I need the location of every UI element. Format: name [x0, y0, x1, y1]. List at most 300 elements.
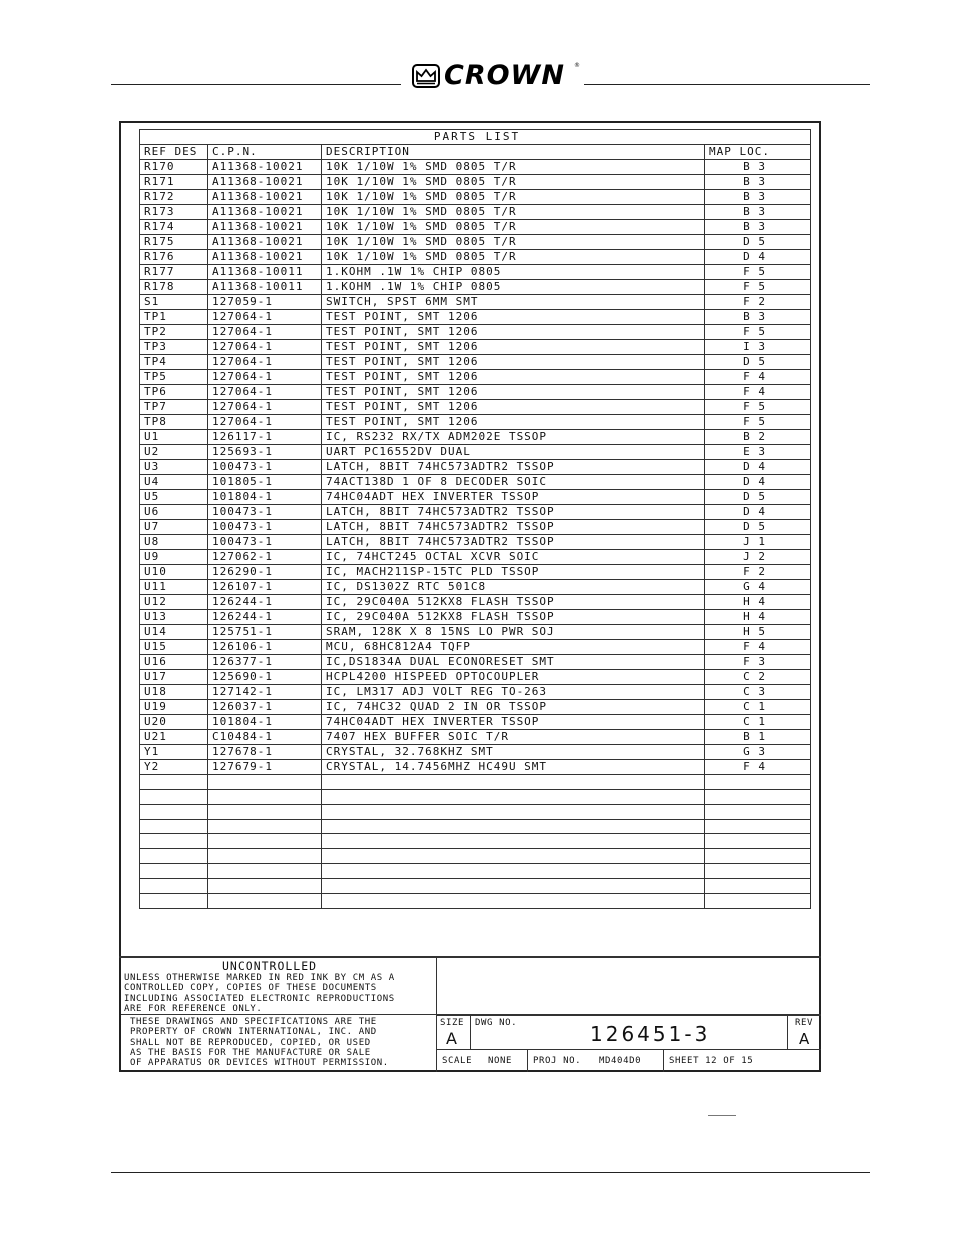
cpn-cell: A11368-10011: [208, 280, 322, 295]
table-row: [140, 730, 811, 745]
ref-des-cell: U10: [140, 565, 208, 580]
table-row: [140, 370, 811, 385]
cpn-cell: 125693-1: [208, 445, 322, 460]
cpn-cell: 127064-1: [208, 340, 322, 355]
map-loc-cell: C 1: [705, 715, 811, 730]
description-cell: IC, RS232 RX/TX ADM202E TSSOP: [322, 430, 705, 445]
table-row: [140, 325, 811, 340]
notice-line: AS THE BASIS FOR THE MANUFACTURE OR SALE: [130, 1047, 371, 1058]
map-loc-cell: F 5: [705, 415, 811, 430]
table-row: [140, 355, 811, 370]
table-row: [140, 175, 811, 190]
map-loc-cell: F 4: [705, 385, 811, 400]
map-loc-cell: D 4: [705, 505, 811, 520]
cpn-cell: 127064-1: [208, 385, 322, 400]
title-block-mid-rule: [436, 1049, 821, 1050]
description-cell: IC, 74HCT245 OCTAL XCVR SOIC: [322, 550, 705, 565]
ref-des-cell: U1: [140, 430, 208, 445]
notice-line: CONTROLLED COPY, COPIES OF THESE DOCUMENTS: [124, 983, 377, 994]
table-row: [140, 415, 811, 430]
description-cell: TEST POINT, SMT 1206: [322, 325, 705, 340]
ref-des-cell: U18: [140, 685, 208, 700]
description-cell: 10K 1/10W 1% SMD 0805 T/R: [322, 250, 705, 265]
description-cell: 10K 1/10W 1% SMD 0805 T/R: [322, 235, 705, 250]
map-loc-cell: J 1: [705, 535, 811, 550]
description-cell: IC, MACH211SP-15TC PLD TSSOP: [322, 565, 705, 580]
description-cell: TEST POINT, SMT 1206: [322, 340, 705, 355]
table-row: [140, 160, 811, 175]
description-cell: 10K 1/10W 1% SMD 0805 T/R: [322, 160, 705, 175]
ref-des-cell: TP8: [140, 415, 208, 430]
table-row: [140, 715, 811, 730]
description-cell: [322, 849, 705, 864]
description-cell: CRYSTAL, 14.7456MHZ HC49U SMT: [322, 760, 705, 775]
title-block-divider: [527, 1049, 528, 1072]
table-row: [140, 535, 811, 550]
title-block-divider: [663, 1049, 664, 1072]
crown-logo: [412, 62, 582, 92]
table-row: [140, 670, 811, 685]
cpn-cell: A11368-10021: [208, 160, 322, 175]
scan-mark: [708, 1115, 736, 1116]
table-row: [140, 565, 811, 580]
blank-table-row: [140, 878, 811, 893]
map-loc-cell: J 2: [705, 550, 811, 565]
cpn-cell: 127064-1: [208, 400, 322, 415]
table-row: [140, 655, 811, 670]
description-cell: [322, 775, 705, 790]
map-loc-cell: H 5: [705, 625, 811, 640]
table-row: [140, 460, 811, 475]
ref-des-cell: U11: [140, 580, 208, 595]
map-loc-cell: F 5: [705, 400, 811, 415]
cpn-cell: 100473-1: [208, 535, 322, 550]
cpn-cell: C10484-1: [208, 730, 322, 745]
cpn-cell: A11368-10021: [208, 205, 322, 220]
notice-line: ARE FOR REFERENCE ONLY.: [124, 1003, 263, 1014]
map-loc-cell: D 5: [705, 235, 811, 250]
cpn-cell: A11368-10021: [208, 190, 322, 205]
blank-table-row: [140, 834, 811, 849]
map-loc-cell: F 4: [705, 760, 811, 775]
cpn-cell: A11368-10021: [208, 175, 322, 190]
cpn-cell: 100473-1: [208, 520, 322, 535]
cpn-cell: 127678-1: [208, 745, 322, 760]
cpn-cell: 127059-1: [208, 295, 322, 310]
map-loc-cell: F 4: [705, 640, 811, 655]
title-block-divider: [787, 1015, 788, 1049]
dwg-no-label: DWG NO.: [475, 1018, 518, 1028]
ref-des-cell: U7: [140, 520, 208, 535]
map-loc-cell: [705, 849, 811, 864]
description-cell: LATCH, 8BIT 74HC573ADTR2 TSSOP: [322, 520, 705, 535]
ref-des-cell: U14: [140, 625, 208, 640]
notice-line: OF APPARATUS OR DEVICES WITHOUT PERMISSION.: [130, 1058, 389, 1069]
map-loc-cell: B 2: [705, 430, 811, 445]
map-loc-cell: B 3: [705, 175, 811, 190]
ref-des-cell: U8: [140, 535, 208, 550]
cpn-cell: 101805-1: [208, 475, 322, 490]
cpn-cell: 126117-1: [208, 430, 322, 445]
cpn-cell: 126244-1: [208, 610, 322, 625]
description-cell: [322, 804, 705, 819]
ref-des-cell: R171: [140, 175, 208, 190]
proj-no-label: PROJ NO.: [533, 1056, 582, 1066]
rev-label: REV: [795, 1018, 814, 1028]
description-cell: SWITCH, SPST 6MM SMT: [322, 295, 705, 310]
blank-table-row: [140, 893, 811, 908]
table-row: [140, 625, 811, 640]
table-row: [140, 520, 811, 535]
cpn-cell: 127064-1: [208, 310, 322, 325]
parts-list-title: PARTS LIST: [140, 130, 811, 145]
cpn-cell: [208, 849, 322, 864]
cpn-cell: 127064-1: [208, 415, 322, 430]
description-cell: 1.KOHM .1W 1% CHIP 0805: [322, 265, 705, 280]
blank-table-row: [140, 864, 811, 879]
description-cell: HCPL4200 HISPEED OPTOCOUPLER: [322, 670, 705, 685]
description-cell: [322, 819, 705, 834]
notes-top-rule: [119, 956, 821, 958]
notice-line: INCLUDING ASSOCIATED ELECTRONIC REPRODUCTIONS: [124, 993, 395, 1004]
map-loc-cell: F 4: [705, 370, 811, 385]
table-row: [140, 265, 811, 280]
description-cell: [322, 834, 705, 849]
description-cell: [322, 893, 705, 908]
description-cell: 10K 1/10W 1% SMD 0805 T/R: [322, 175, 705, 190]
cpn-cell: [208, 893, 322, 908]
map-loc-cell: F 2: [705, 295, 811, 310]
cpn-cell: A11368-10021: [208, 220, 322, 235]
ref-des-cell: U20: [140, 715, 208, 730]
map-loc-cell: E 3: [705, 445, 811, 460]
table-row: [140, 235, 811, 250]
cpn-cell: 127064-1: [208, 370, 322, 385]
ref-des-cell: U2: [140, 445, 208, 460]
property-notice: [130, 1017, 389, 1068]
map-loc-cell: B 1: [705, 730, 811, 745]
map-loc-cell: G 3: [705, 745, 811, 760]
ref-des-cell: U17: [140, 670, 208, 685]
ref-des-cell: TP5: [140, 370, 208, 385]
table-row: [140, 595, 811, 610]
uncontrolled-title: UNCONTROLLED: [222, 959, 318, 973]
cpn-cell: 127142-1: [208, 685, 322, 700]
cpn-cell: 127679-1: [208, 760, 322, 775]
description-cell: TEST POINT, SMT 1206: [322, 310, 705, 325]
size-label: SIZE: [440, 1018, 465, 1028]
ref-des-cell: U5: [140, 490, 208, 505]
description-cell: 74HC04ADT HEX INVERTER TSSOP: [322, 715, 705, 730]
map-loc-cell: F 2: [705, 565, 811, 580]
ref-des-cell: [140, 878, 208, 893]
table-row: [140, 310, 811, 325]
ref-des-cell: U16: [140, 655, 208, 670]
table-row: [140, 250, 811, 265]
ref-des-cell: TP6: [140, 385, 208, 400]
cpn-cell: 125751-1: [208, 625, 322, 640]
cpn-cell: [208, 804, 322, 819]
cpn-cell: 126107-1: [208, 580, 322, 595]
cpn-cell: 125690-1: [208, 670, 322, 685]
proj-no-value: MD404D0: [599, 1056, 642, 1066]
description-cell: TEST POINT, SMT 1206: [322, 400, 705, 415]
registered-mark: ®: [574, 62, 580, 69]
table-row: [140, 295, 811, 310]
column-header: REF DES: [140, 145, 208, 160]
map-loc-cell: [705, 789, 811, 804]
sheet-number: [669, 1056, 753, 1066]
title-block-top-rule: [436, 1014, 821, 1016]
ref-des-cell: TP2: [140, 325, 208, 340]
cpn-cell: [208, 834, 322, 849]
map-loc-cell: C 2: [705, 670, 811, 685]
description-cell: 7407 HEX BUFFER SOIC T/R: [322, 730, 705, 745]
rev-value: A: [799, 1030, 810, 1048]
sheet-value: 12: [705, 1056, 718, 1066]
ref-des-cell: TP4: [140, 355, 208, 370]
table-row: [140, 490, 811, 505]
description-cell: IC, DS1302Z RTC 501C8: [322, 580, 705, 595]
cpn-cell: 101804-1: [208, 490, 322, 505]
description-cell: IC,DS1834A DUAL ECONORESET SMT: [322, 655, 705, 670]
ref-des-cell: [140, 819, 208, 834]
table-row: [140, 220, 811, 235]
description-cell: TEST POINT, SMT 1206: [322, 385, 705, 400]
ref-des-cell: TP1: [140, 310, 208, 325]
description-cell: [322, 789, 705, 804]
table-row: [140, 430, 811, 445]
cpn-cell: [208, 819, 322, 834]
header-rule-left: [111, 84, 401, 85]
cpn-cell: 127064-1: [208, 355, 322, 370]
table-row: [140, 445, 811, 460]
table-row: [140, 580, 811, 595]
description-cell: 1.KOHM .1W 1% CHIP 0805: [322, 280, 705, 295]
sheet-label: SHEET: [669, 1056, 700, 1066]
parts-list-table: [139, 129, 811, 909]
table-row: [140, 205, 811, 220]
ref-des-cell: R173: [140, 205, 208, 220]
cpn-cell: A11368-10011: [208, 265, 322, 280]
description-cell: LATCH, 8BIT 74HC573ADTR2 TSSOP: [322, 460, 705, 475]
description-cell: 10K 1/10W 1% SMD 0805 T/R: [322, 220, 705, 235]
ref-des-cell: [140, 834, 208, 849]
table-row: [140, 745, 811, 760]
blank-table-row: [140, 849, 811, 864]
ref-des-cell: U21: [140, 730, 208, 745]
header-rule-right: [584, 84, 870, 85]
description-cell: TEST POINT, SMT 1206: [322, 370, 705, 385]
cpn-cell: 127064-1: [208, 325, 322, 340]
map-loc-cell: H 4: [705, 595, 811, 610]
ref-des-cell: Y1: [140, 745, 208, 760]
map-loc-cell: D 4: [705, 475, 811, 490]
map-loc-cell: [705, 878, 811, 893]
ref-des-cell: U19: [140, 700, 208, 715]
blank-table-row: [140, 775, 811, 790]
map-loc-cell: F 3: [705, 655, 811, 670]
description-cell: MCU, 68HC812A4 TQFP: [322, 640, 705, 655]
map-loc-cell: [705, 804, 811, 819]
ref-des-cell: U9: [140, 550, 208, 565]
map-loc-cell: [705, 893, 811, 908]
map-loc-cell: H 4: [705, 610, 811, 625]
ref-des-cell: U13: [140, 610, 208, 625]
description-cell: IC, LM317 ADJ VOLT REG TO-263: [322, 685, 705, 700]
table-row: [140, 640, 811, 655]
map-loc-cell: I 3: [705, 340, 811, 355]
uncontrolled-notice: [124, 960, 395, 1014]
cpn-cell: [208, 789, 322, 804]
description-cell: [322, 864, 705, 879]
ref-des-cell: R176: [140, 250, 208, 265]
table-row: [140, 505, 811, 520]
table-row: [140, 340, 811, 355]
table-row: [140, 700, 811, 715]
scale-label: SCALE: [442, 1056, 473, 1066]
scale-value: NONE: [488, 1056, 513, 1066]
blank-table-row: [140, 819, 811, 834]
ref-des-cell: R177: [140, 265, 208, 280]
cpn-cell: 126037-1: [208, 700, 322, 715]
map-loc-cell: D 5: [705, 490, 811, 505]
map-loc-cell: D 4: [705, 460, 811, 475]
ref-des-cell: U15: [140, 640, 208, 655]
description-cell: 10K 1/10W 1% SMD 0805 T/R: [322, 190, 705, 205]
table-row: [140, 280, 811, 295]
map-loc-cell: D 4: [705, 250, 811, 265]
ref-des-cell: R175: [140, 235, 208, 250]
description-cell: CRYSTAL, 32.768KHZ SMT: [322, 745, 705, 760]
description-cell: TEST POINT, SMT 1206: [322, 415, 705, 430]
cpn-cell: 100473-1: [208, 460, 322, 475]
ref-des-cell: U3: [140, 460, 208, 475]
ref-des-cell: U12: [140, 595, 208, 610]
cpn-cell: 127062-1: [208, 550, 322, 565]
ref-des-cell: TP7: [140, 400, 208, 415]
map-loc-cell: B 3: [705, 220, 811, 235]
description-cell: SRAM, 128K X 8 15NS LO PWR SOJ: [322, 625, 705, 640]
ref-des-cell: [140, 864, 208, 879]
ref-des-cell: S1: [140, 295, 208, 310]
description-cell: IC, 74HC32 QUAD 2 IN OR TSSOP: [322, 700, 705, 715]
notice-line: SHALL NOT BE REPRODUCED, COPIED, OR USED: [130, 1037, 371, 1048]
cpn-cell: 101804-1: [208, 715, 322, 730]
description-cell: UART PC16552DV DUAL: [322, 445, 705, 460]
cpn-cell: A11368-10021: [208, 235, 322, 250]
cpn-cell: 126106-1: [208, 640, 322, 655]
sheet-total: 15: [741, 1056, 754, 1066]
description-cell: [322, 878, 705, 893]
map-loc-cell: F 5: [705, 265, 811, 280]
footer-rule: [111, 1172, 870, 1173]
notice-line: PROPERTY OF CROWN INTERNATIONAL, INC. AND: [130, 1027, 377, 1038]
description-cell: IC, 29C040A 512KX8 FLASH TSSOP: [322, 595, 705, 610]
ref-des-cell: U4: [140, 475, 208, 490]
map-loc-cell: B 3: [705, 160, 811, 175]
map-loc-cell: B 3: [705, 190, 811, 205]
description-cell: 74HC04ADT HEX INVERTER TSSOP: [322, 490, 705, 505]
map-loc-cell: F 5: [705, 325, 811, 340]
table-row: [140, 760, 811, 775]
ref-des-cell: [140, 789, 208, 804]
notice-line: UNLESS OTHERWISE MARKED IN RED INK BY CM AS A: [124, 973, 395, 983]
blank-table-row: [140, 804, 811, 819]
table-row: [140, 400, 811, 415]
map-loc-cell: G 4: [705, 580, 811, 595]
column-header: C.P.N.: [208, 145, 322, 160]
map-loc-cell: [705, 864, 811, 879]
title-block-divider: [470, 1015, 471, 1049]
map-loc-cell: C 3: [705, 685, 811, 700]
map-loc-cell: C 1: [705, 700, 811, 715]
cpn-cell: [208, 878, 322, 893]
blank-table-row: [140, 789, 811, 804]
table-row: [140, 475, 811, 490]
table-row: [140, 685, 811, 700]
cpn-cell: 100473-1: [208, 505, 322, 520]
cpn-cell: 126377-1: [208, 655, 322, 670]
map-loc-cell: [705, 834, 811, 849]
ref-des-cell: R174: [140, 220, 208, 235]
size-value: A: [446, 1029, 457, 1048]
column-header: MAP LOC.: [705, 145, 811, 160]
ref-des-cell: [140, 893, 208, 908]
description-cell: IC, 29C040A 512KX8 FLASH TSSOP: [322, 610, 705, 625]
cpn-cell: 126244-1: [208, 595, 322, 610]
ref-des-cell: R172: [140, 190, 208, 205]
dwg-no-value: 126451-3: [590, 1022, 711, 1046]
cpn-cell: [208, 864, 322, 879]
description-cell: TEST POINT, SMT 1206: [322, 355, 705, 370]
map-loc-cell: B 3: [705, 205, 811, 220]
ref-des-cell: U6: [140, 505, 208, 520]
description-cell: 74ACT138D 1 OF 8 DECODER SOIC: [322, 475, 705, 490]
table-row: [140, 610, 811, 625]
map-loc-cell: F 5: [705, 280, 811, 295]
ref-des-cell: [140, 804, 208, 819]
notice-line: THESE DRAWINGS AND SPECIFICATIONS ARE THE: [130, 1017, 377, 1027]
ref-des-cell: [140, 775, 208, 790]
map-loc-cell: D 5: [705, 520, 811, 535]
table-row: [140, 190, 811, 205]
map-loc-cell: [705, 819, 811, 834]
ref-des-cell: [140, 849, 208, 864]
description-cell: LATCH, 8BIT 74HC573ADTR2 TSSOP: [322, 505, 705, 520]
table-row: [140, 550, 811, 565]
cpn-cell: A11368-10021: [208, 250, 322, 265]
description-cell: LATCH, 8BIT 74HC573ADTR2 TSSOP: [322, 535, 705, 550]
sheet-of: OF: [723, 1056, 736, 1066]
map-loc-cell: D 5: [705, 355, 811, 370]
parts-list-title-row: [140, 130, 811, 145]
column-header: DESCRIPTION: [322, 145, 705, 160]
parts-list-header-row: [140, 145, 811, 160]
cpn-cell: [208, 775, 322, 790]
map-loc-cell: [705, 775, 811, 790]
ref-des-cell: Y2: [140, 760, 208, 775]
ref-des-cell: R178: [140, 280, 208, 295]
brand-wordmark: CROWN: [444, 60, 565, 91]
cpn-cell: 126290-1: [208, 565, 322, 580]
crown-icon: [412, 64, 440, 88]
map-loc-cell: B 3: [705, 310, 811, 325]
description-cell: 10K 1/10W 1% SMD 0805 T/R: [322, 205, 705, 220]
ref-des-cell: R170: [140, 160, 208, 175]
table-row: [140, 385, 811, 400]
ref-des-cell: TP3: [140, 340, 208, 355]
